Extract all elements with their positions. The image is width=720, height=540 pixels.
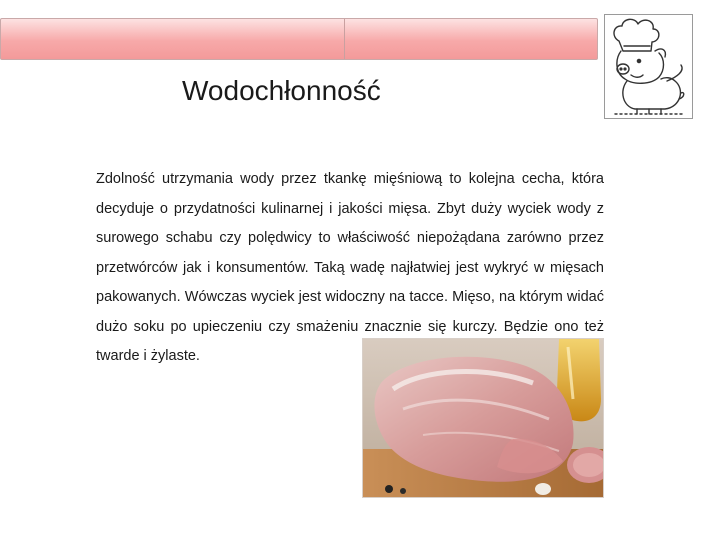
chef-pig-icon [605, 15, 692, 118]
pork-loin-icon [363, 339, 604, 498]
header-bar-divider [344, 19, 345, 59]
chef-pig-logo [604, 14, 693, 119]
body-paragraph: Zdolność utrzymania wody przez tkankę mięśniową to kolejna cecha, która decyduje o przydatności kulinarnej i jakości mięsa. Zbyt duży wyciek wody z surowego schabu czy polędwicy to właściwość niepożądana zarówno przez przetwórców jak i konsumentów. Taką wadę najłatwiej jest wykryć w mięsach pakowanych. Wówczas wyciek jest widoczny na tacce. Mięso, na którym widać dużo soku po upieczeniu czy smażeniu znacznie się kurczy. Będzie ono też twarde i żylaste. [96, 171, 604, 364]
raw-pork-loin-photo [362, 338, 604, 498]
header-bar [0, 18, 598, 60]
slide-title: Wodochłonność [182, 75, 381, 106]
